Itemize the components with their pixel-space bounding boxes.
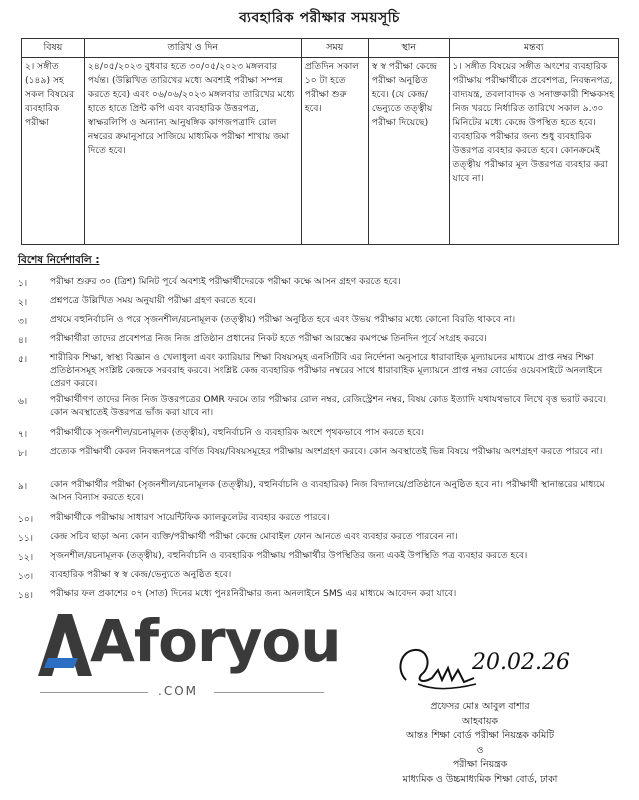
- schedule-table: [21, 38, 619, 245]
- cell-remark: ১। সঙ্গীত বিষয়ের সঙ্গীত অংশের ব্যবহারিক পরীক্ষায় পরীক্ষার্থীকে প্রবেশপত্র, নিবন্ধনপত্র, বাদ্যযন্ত্র, তবলাবাদক ও সনাক্তকারী শিক্ষকসহ নিজ খরচে নির্ধারিত তারিখে সকাল ৯.৩০ মিনিটের মধ্যে কেন্দ্রে উপস্থিত হতে হবে। ব্যবহারিক পরীক্ষার জন্য শুধু ব্যবহারিক উত্তরপত্র ব্যবহার করতে হবে। কোনক্রমেই তত্ত্বীয় পরীক্ষার মূল উত্তরপত্র ব্যবহার করা যাবে না।: [449, 58, 618, 245]
- item-number: ১১।: [18, 534, 34, 544]
- col-header-subject: বিষয়: [22, 39, 85, 58]
- signatory-block: [330, 700, 630, 787]
- item-number: ১২।: [18, 553, 34, 563]
- item-text: প্রশ্নপত্রে উল্লিখিত সময় অনুযায়ী পরীক্ষা গ্রহণ করতে হবে।: [50, 296, 256, 306]
- watermark-logo: [34, 606, 341, 706]
- logo-a-icon: [34, 610, 94, 680]
- item-number: ৬।: [18, 397, 28, 407]
- cell-place: স্ব স্ব পরীক্ষা কেন্দ্রে পরীক্ষা অনুষ্ঠিত হবে। (যে কেন্দ্র/ ভেন্যুতে তত্ত্বীয় পরীক্ষা দিয়েছে): [368, 58, 449, 245]
- instructions-heading: বিশেষ নির্দেশাবলি :: [18, 254, 100, 266]
- item-number: ১।: [18, 279, 28, 289]
- item-text: শারীরিক শিক্ষা, স্বাস্থ্য বিজ্ঞান ও খেলাধুলা এবং ক্যারিয়ার শিক্ষা বিষয়সমূহ এনসিটিবি এর নির্দেশনা অনুসারে ধারাবাহিক মূল্যায়নের মাধ্যমে প্রাপ্ত নম্বর শিক্ষা প্রতিষ্ঠানসমূহ সংশ্লিষ্ট কেন্দ্রকে সরবরাহ করবে। সংশ্লিষ্ট কেন্দ্র ব্যবহারিক পরীক্ষার নম্বরের সাথে ধারাবাহিক মূল্যায়নে প্রাপ্ত নম্বর বোর্ডের ওয়েবসাইটে অনলাইনে প্রেরণ করবে।: [50, 353, 603, 389]
- item-text: ব্যবহারিক পরীক্ষা স্ব স্ব কেন্দ্র/ভেন্যুতে অনুষ্ঠিত হবে।: [50, 570, 232, 580]
- cell-time: প্রতিদিন সকাল ১০ টা হতে পরীক্ষা শুরু হবে।: [301, 58, 368, 245]
- item-number: ৪।: [18, 336, 28, 346]
- signature-scribble: [392, 640, 482, 700]
- logo-domain: .COM: [158, 684, 198, 698]
- table-row: [22, 58, 619, 245]
- item-text: প্রথমে বহুনির্বাচনি ও পরে সৃজনশীল/রচনামূলক (তত্ত্বীয়) পরীক্ষা অনুষ্ঠিত হবে এবং উভয় পরীক্ষার মধ্যে কোনো বিরতি থাকবে না।: [50, 315, 516, 325]
- signature: [392, 640, 622, 700]
- page-title: ব্যবহারিক পরীক্ষার সময়সূচি: [239, 10, 400, 26]
- item-number: ৯।: [18, 482, 28, 492]
- col-header-time: সময়: [301, 39, 368, 58]
- logo-brand: Aforyou: [90, 607, 341, 675]
- cell-subject: ২। সঙ্গীত (১৪৯) সহ সকল বিষয়ের ব্যবহারিক পরীক্ষা: [22, 58, 85, 245]
- item-text: সৃজনশীল/রচনামূলক (তত্ত্বীয়), বহুনির্বাচনি ও ব্যবহারিক পরীক্ষায় পরীক্ষার্থীর উপস্থিতির জন্য একই উপস্থিতি পত্র ব্যবহার করতে হবে।: [50, 551, 528, 561]
- item-number: ১৩।: [18, 572, 34, 582]
- item-number: ৫।: [18, 355, 28, 365]
- col-header-date: তারিখ ও দিন: [84, 39, 301, 58]
- item-number: ১০।: [18, 515, 34, 525]
- signatory-role: আহবায়ক: [462, 715, 498, 727]
- item-text: পরীক্ষার্থীরা তাদের প্রবেশপত্র নিজ নিজ প্রতিষ্ঠান প্রধানের নিকট হতে পরীক্ষা আরম্ভের কমপক্ষে তিনদিন পূর্বে সংগ্রহ করবে।: [50, 334, 487, 344]
- signatory-conjunction: ও: [476, 744, 484, 756]
- item-text: পরীক্ষার্থীকে সৃজনশীল/রচনামূলক (তত্ত্বীয়), বহুনির্বাচনি ও ব্যবহারিক অংশে পৃথকভাবে পাস করতে হবে।: [50, 428, 424, 438]
- item-text: পরীক্ষার্থীগণ তাদের নিজ নিজ উত্তরপত্রের OMR ফরমে তার পরীক্ষার রোল নম্বর, রেজিস্ট্রেশন নম্বর, বিষয় কোড ইত্যাদি যথাযথভাবে লিখে বৃত্ত ভরাট করবে। কোন অবস্থাতেই উত্তরপত্র ভাঁজ করা যাবে না।: [50, 395, 606, 418]
- col-header-remark: মন্তব্য: [449, 39, 618, 58]
- item-number: ২।: [18, 298, 28, 308]
- item-number: ৭।: [18, 430, 28, 440]
- signatory-role-controller: পরীক্ষা নিয়ন্ত্রক: [452, 759, 508, 770]
- item-text: প্রত্যেক পরীক্ষার্থী কেবল নিবন্ধনপত্রে বর্ণিত বিষয়/বিষয়সমূহের পরীক্ষায় অংশগ্রহণ করবে। কোন অবস্থাতেই ভিন্ন বিষয়ে পরীক্ষায় অংশগ্রহণ করতে পারবে না।: [50, 447, 603, 457]
- item-text: পরীক্ষার্থীকে পরীক্ষায় সাধারণ সায়েন্টিফিক ক্যালকুলেটর ব্যবহার করতে পারবে।: [50, 513, 330, 523]
- signatory-committee: আন্তঃ শিক্ষা বোর্ড পরীক্ষা নিয়ন্ত্রক কমিটি: [405, 730, 555, 741]
- col-header-place: স্থান: [368, 39, 449, 58]
- logo-divider-left: [40, 692, 148, 693]
- item-number: ৩।: [18, 317, 28, 327]
- item-text: কোন পরীক্ষার্থীর পরীক্ষা (সৃজনশীল/রচনামূলক (তত্ত্বীয়), বহুনির্বাচনি ও ব্যবহারিক) নিজ বিদ্যালয়ে/প্রতিষ্ঠানে অনুষ্ঠিত হবে না। পরীক্ষার্থী স্থানান্তরের মাধ্যমে আসন বিন্যাস করতে হবে।: [50, 480, 605, 503]
- table-header-row: [22, 39, 619, 58]
- cell-date: ২৪/০৫/২০২৩ বুধবার হতে ৩০/০৫/২০২৩ মঙ্গলবার পর্যন্ত। (উল্লিখিত তারিখের মধ্যে অবশ্যই পরীক্ষা সম্পন্ন করতে হবে) এবং ০৬/০৬/২০২৩ মঙ্গলবার তারিখের মধ্যে হাতে হাতে প্রিন্ট কপি এবং ব্যবহারিক উত্তরপত্র, স্বাক্ষরলিপি ও অন্যান্য আনুষঙ্গিক কাগজপত্রাদি রোল নম্বরের ক্রমানুসারে সাজিয়ে মাধ্যমিক পরীক্ষা শাখায় জমা দিতে হবে।: [84, 58, 301, 245]
- item-text: পরীক্ষার ফল প্রকাশের ০৭ (সাত) দিনের মধ্যে পুনঃনিরীক্ষার জন্য অনলাইনে SMS এর মাধ্যমে আবেদন করা যাবে।: [50, 589, 457, 599]
- item-number: ১৪।: [18, 591, 34, 601]
- item-text: পরীক্ষা শুরুর ৩০ (ত্রিশ) মিনিট পূর্বে অবশ্যই পরীক্ষার্থীদেরকে পরীক্ষা কক্ষে আসন গ্রহণ করতে হবে।: [50, 277, 401, 287]
- signatory-organization: মাধ্যমিক ও উচ্চমাধ্যমিক শিক্ষা বোর্ড, ঢাকা: [402, 773, 558, 785]
- item-number: ৮।: [18, 449, 28, 459]
- item-text: কেন্দ্র সচিব ছাড়া অন্য কোন ব্যক্তি/পরীক্ষার্থী পরীক্ষা কেন্দ্রে মোবাইল ফোন আনতে এবং ব্যবহার করতে পারবেন না।: [50, 532, 458, 542]
- logo-divider-right: [214, 692, 324, 693]
- signature-date: 20.02.26: [472, 650, 570, 675]
- signatory-name: প্রফেসর মোঃ আবুল বাশার: [430, 701, 530, 712]
